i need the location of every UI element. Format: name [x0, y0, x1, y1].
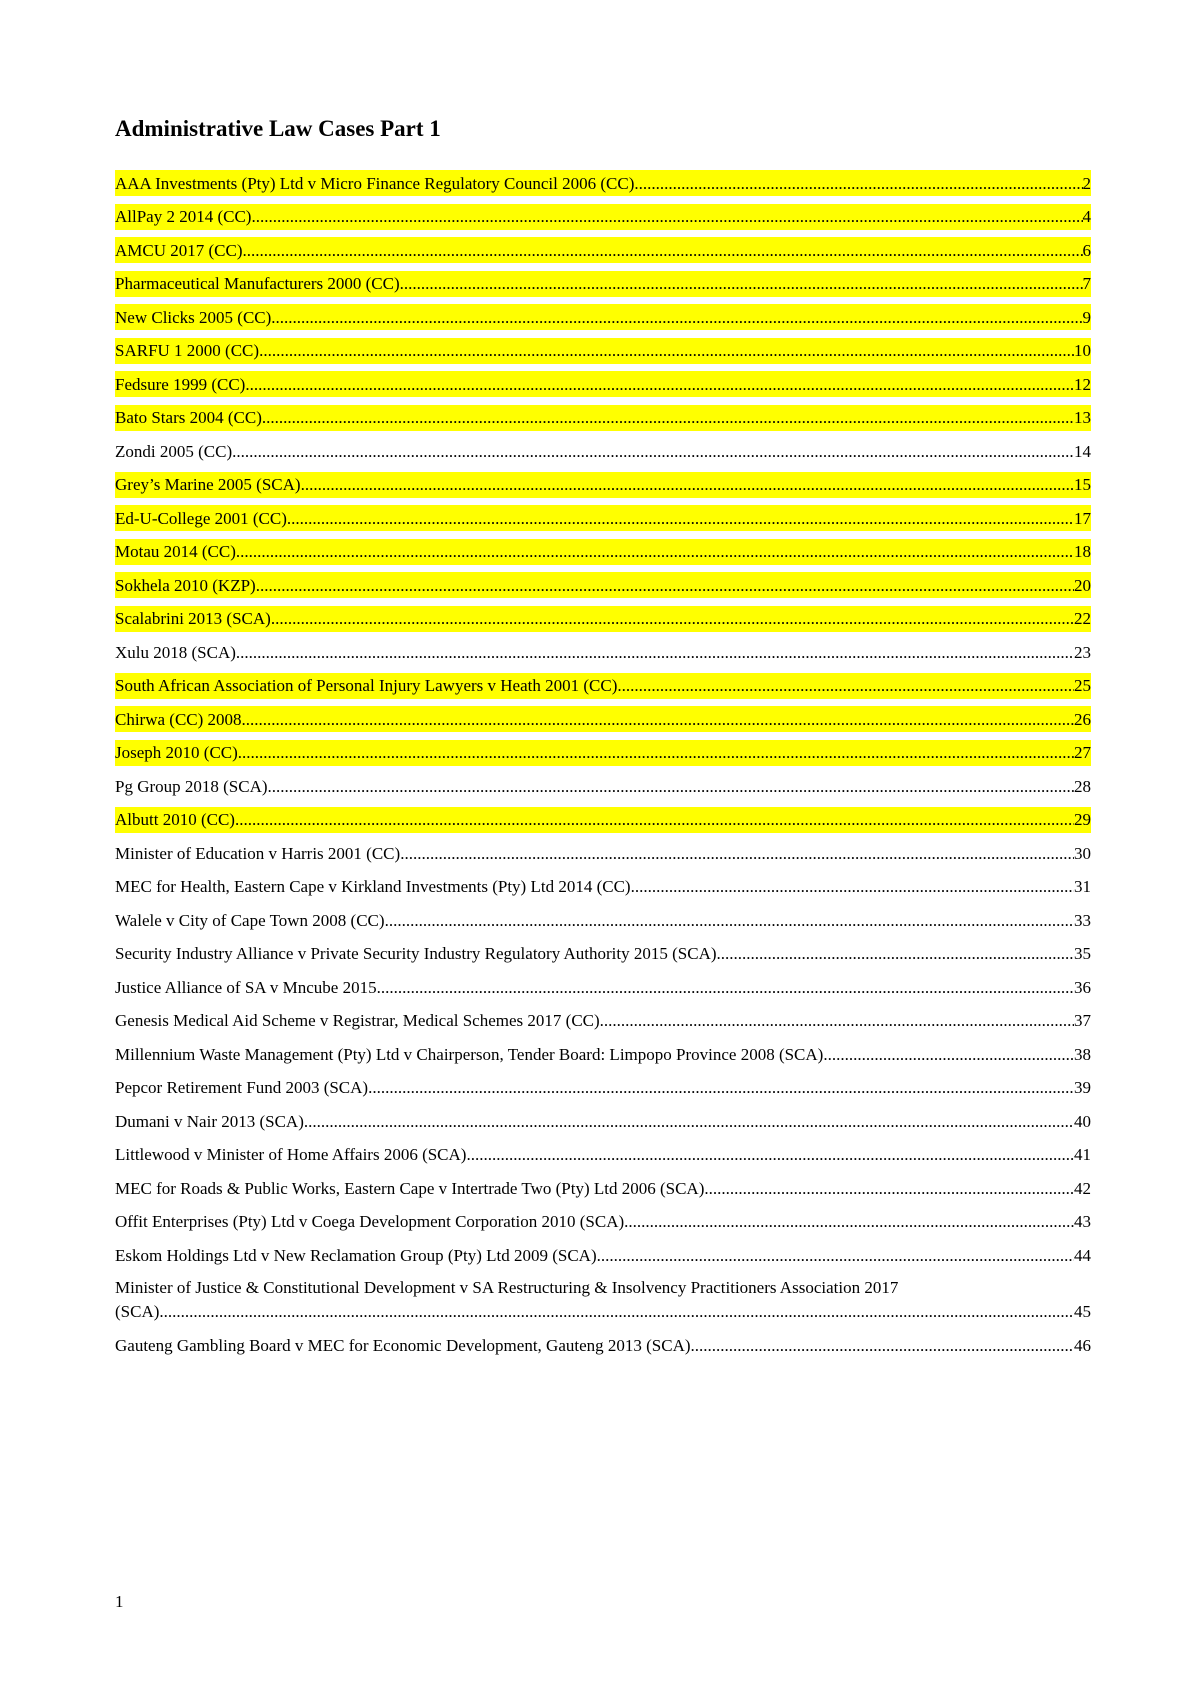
toc-entry-page: 4: [1082, 207, 1091, 226]
toc-entry-page: 7: [1082, 274, 1091, 293]
dot-leader: [624, 1211, 1074, 1238]
dot-leader: [236, 642, 1074, 669]
document-title: Administrative Law Cases Part 1: [115, 116, 441, 141]
toc-entry-title: Minister of Justice & Constitutional Development v SA Restructuring & Insolvency Practitioners Association 2017: [115, 1277, 899, 1297]
toc-entry-page: 37: [1074, 1011, 1091, 1030]
toc-entry[interactable]: [115, 401, 1091, 435]
toc-entry[interactable]: [115, 602, 1091, 636]
dot-leader: [238, 742, 1074, 769]
dot-leader: [400, 273, 1083, 300]
toc-entry-page: 2: [1082, 173, 1091, 193]
toc-entry-title: Littlewood v Minister of Home Affairs 2006 (SCA): [115, 1145, 467, 1164]
dot-leader: [259, 340, 1074, 367]
dot-leader: [631, 876, 1074, 903]
toc-entry-page: 20: [1074, 575, 1091, 595]
toc-entry[interactable]: [115, 769, 1091, 803]
toc-entry-title: MEC for Health, Eastern Cape v Kirkland Investments (Pty) Ltd 2014 (CC): [115, 877, 631, 896]
toc-entry[interactable]: [115, 468, 1091, 502]
toc-entry[interactable]: [115, 166, 1091, 200]
dot-leader: [368, 1077, 1074, 1104]
toc-entry[interactable]: [115, 736, 1091, 770]
toc-entry-page: 41: [1074, 1145, 1091, 1164]
dot-leader: [268, 776, 1074, 803]
dot-leader: [243, 240, 1083, 267]
toc-entry[interactable]: [115, 568, 1091, 602]
dot-leader: [262, 407, 1074, 434]
toc-entry-title: Pharmaceutical Manufacturers 2000 (CC): [115, 274, 400, 293]
toc-entry-page: 15: [1074, 475, 1091, 494]
toc-entry-title: Zondi 2005 (CC): [115, 441, 233, 461]
toc-entry-page: 43: [1074, 1212, 1091, 1231]
toc-entry[interactable]: [115, 702, 1091, 736]
dot-leader: [466, 1144, 1074, 1171]
toc-entry-page: 17: [1074, 508, 1091, 528]
toc-entry[interactable]: [115, 803, 1091, 837]
toc-entry-title: Pg Group 2018 (SCA): [115, 776, 268, 796]
dot-leader: [597, 1245, 1074, 1272]
toc-entry-page: 18: [1074, 542, 1091, 561]
toc-entry[interactable]: [115, 334, 1091, 368]
dot-leader: [256, 575, 1074, 602]
dot-leader: [271, 608, 1074, 635]
dot-leader: [377, 977, 1074, 1004]
dot-leader: [691, 1335, 1074, 1362]
toc-entry-page: 35: [1074, 944, 1091, 963]
toc-entry-page: 30: [1074, 843, 1091, 863]
toc-entry-title: SARFU 1 2000 (CC): [115, 341, 260, 360]
toc-entry-page: 10: [1074, 341, 1091, 360]
toc-entry-title: Pepcor Retirement Fund 2003 (SCA): [115, 1078, 369, 1097]
dot-leader: [304, 1111, 1074, 1138]
toc-entry-title: Fedsure 1999 (CC): [115, 374, 246, 394]
toc-entry-title: Offit Enterprises (Pty) Ltd v Coega Development Corporation 2010 (SCA): [115, 1212, 625, 1231]
toc-entry-title: Ed-U-College 2001 (CC): [115, 508, 287, 528]
toc-entry-title: Walele v City of Cape Town 2008 (CC): [115, 910, 385, 930]
toc-entry-title: Albutt 2010 (CC): [115, 810, 235, 829]
dot-leader: [235, 809, 1074, 836]
toc-entry[interactable]: [115, 1037, 1091, 1071]
toc-entry-title: Bato Stars 2004 (CC): [115, 408, 262, 427]
toc-entry[interactable]: [115, 200, 1091, 234]
toc-entry-page: 14: [1074, 441, 1091, 461]
toc-entry[interactable]: [115, 367, 1091, 401]
toc-entry[interactable]: [115, 1071, 1091, 1105]
dot-leader: [385, 910, 1074, 937]
toc-entry-page: 25: [1074, 676, 1091, 695]
toc-entry[interactable]: [115, 903, 1091, 937]
dot-leader: [287, 508, 1074, 535]
toc-entry-title: Sokhela 2010 (KZP): [115, 575, 256, 595]
toc-entry-page: 22: [1074, 609, 1091, 628]
toc-entry[interactable]: [115, 267, 1091, 301]
toc-entry-page: 9: [1082, 307, 1091, 327]
toc-entry-page: 26: [1074, 709, 1091, 729]
toc-entry-title: Grey’s Marine 2005 (SCA): [115, 475, 301, 494]
toc-entry[interactable]: [115, 233, 1091, 267]
dot-leader: [600, 1010, 1074, 1037]
toc-entry[interactable]: [115, 937, 1091, 971]
dot-leader: [242, 709, 1074, 736]
dot-leader: [301, 474, 1074, 501]
toc-entry[interactable]: [115, 535, 1091, 569]
toc-entry[interactable]: [115, 1004, 1091, 1038]
dot-leader: [271, 307, 1082, 334]
toc-entry-page: 27: [1074, 743, 1091, 762]
toc-entry-title: South African Association of Personal Injury Lawyers v Heath 2001 (CC): [115, 676, 618, 695]
toc-entry-title: AAA Investments (Pty) Ltd v Micro Finance Regulatory Council 2006 (CC): [115, 173, 635, 193]
dot-leader: [232, 441, 1074, 468]
page-number: 1: [115, 1592, 124, 1611]
dot-leader: [245, 374, 1074, 401]
toc-entry-page: 23: [1074, 642, 1091, 662]
toc-entry-page: 28: [1074, 776, 1091, 796]
toc-entry-title: Minister of Education v Harris 2001 (CC): [115, 843, 401, 863]
dot-leader: [251, 206, 1082, 233]
toc-entry[interactable]: [115, 1138, 1091, 1172]
dot-leader: [823, 1044, 1074, 1071]
toc-entry-title: Eskom Holdings Ltd v New Reclamation Group (Pty) Ltd 2009 (SCA): [115, 1245, 597, 1265]
toc-entry-title-continuation: (SCA): [115, 1301, 160, 1321]
toc-entry-page: 45: [1074, 1301, 1091, 1321]
toc-entry-page: 6: [1082, 240, 1091, 260]
toc-entry-title: Chirwa (CC) 2008: [115, 709, 242, 729]
toc-entry-page: 42: [1074, 1178, 1091, 1198]
toc-entry-title: Gauteng Gambling Board v MEC for Economic Development, Gauteng 2013 (SCA): [115, 1336, 691, 1355]
dot-leader: [704, 1178, 1074, 1205]
table-of-contents: [115, 166, 1091, 1362]
toc-entry-title: MEC for Roads & Public Works, Eastern Cape v Intertrade Two (Pty) Ltd 2006 (SCA): [115, 1178, 705, 1198]
dot-leader: [634, 173, 1082, 200]
dot-leader: [717, 943, 1074, 970]
toc-entry-title: Joseph 2010 (CC): [115, 743, 238, 762]
toc-entry[interactable]: [115, 1272, 1091, 1329]
toc-entry[interactable]: [115, 870, 1091, 904]
toc-entry-page: 36: [1074, 977, 1091, 997]
toc-entry-page: 12: [1074, 374, 1091, 394]
dot-leader: [617, 675, 1074, 702]
toc-entry-title: Justice Alliance of SA v Mncube 2015: [115, 977, 377, 997]
toc-entry-title: AllPay 2 2014 (CC): [115, 207, 252, 226]
dot-leader: [400, 843, 1074, 870]
toc-entry-page: 13: [1074, 408, 1091, 427]
toc-entry[interactable]: [115, 970, 1091, 1004]
toc-entry[interactable]: [115, 434, 1091, 468]
toc-entry[interactable]: [115, 1171, 1091, 1205]
toc-entry-page: 44: [1074, 1245, 1091, 1265]
toc-entry-page: 29: [1074, 810, 1091, 829]
toc-entry-page: 39: [1074, 1078, 1091, 1097]
toc-entry-page: 33: [1074, 910, 1091, 930]
toc-entry-title: Scalabrini 2013 (SCA): [115, 609, 271, 628]
toc-entry[interactable]: [115, 836, 1091, 870]
toc-entry-title: AMCU 2017 (CC): [115, 240, 243, 260]
toc-entry[interactable]: [115, 635, 1091, 669]
toc-entry-page: 38: [1074, 1044, 1091, 1064]
toc-entry-title: Genesis Medical Aid Scheme v Registrar, Medical Schemes 2017 (CC): [115, 1011, 600, 1030]
toc-entry-page: 46: [1074, 1336, 1091, 1355]
dot-leader: [159, 1301, 1074, 1325]
dot-leader: [236, 541, 1074, 568]
toc-entry-title: New Clicks 2005 (CC): [115, 307, 272, 327]
toc-entry-title: Motau 2014 (CC): [115, 542, 236, 561]
toc-entry[interactable]: [115, 1104, 1091, 1138]
toc-entry-title: Xulu 2018 (SCA): [115, 642, 236, 662]
toc-entry[interactable]: [115, 1329, 1091, 1363]
toc-entry-title: Security Industry Alliance v Private Security Industry Regulatory Authority 2015 (SCA): [115, 944, 717, 963]
toc-entry-page: 31: [1074, 877, 1091, 896]
toc-entry-title: Dumani v Nair 2013 (SCA): [115, 1111, 304, 1131]
toc-entry[interactable]: [115, 1205, 1091, 1239]
toc-entry[interactable]: [115, 669, 1091, 703]
toc-entry-title: Millennium Waste Management (Pty) Ltd v Chairperson, Tender Board: Limpopo Province 2008 (SCA): [115, 1044, 824, 1064]
toc-entry-page: 40: [1074, 1111, 1091, 1131]
toc-entry[interactable]: [115, 1238, 1091, 1272]
toc-entry[interactable]: [115, 501, 1091, 535]
toc-entry[interactable]: [115, 300, 1091, 334]
